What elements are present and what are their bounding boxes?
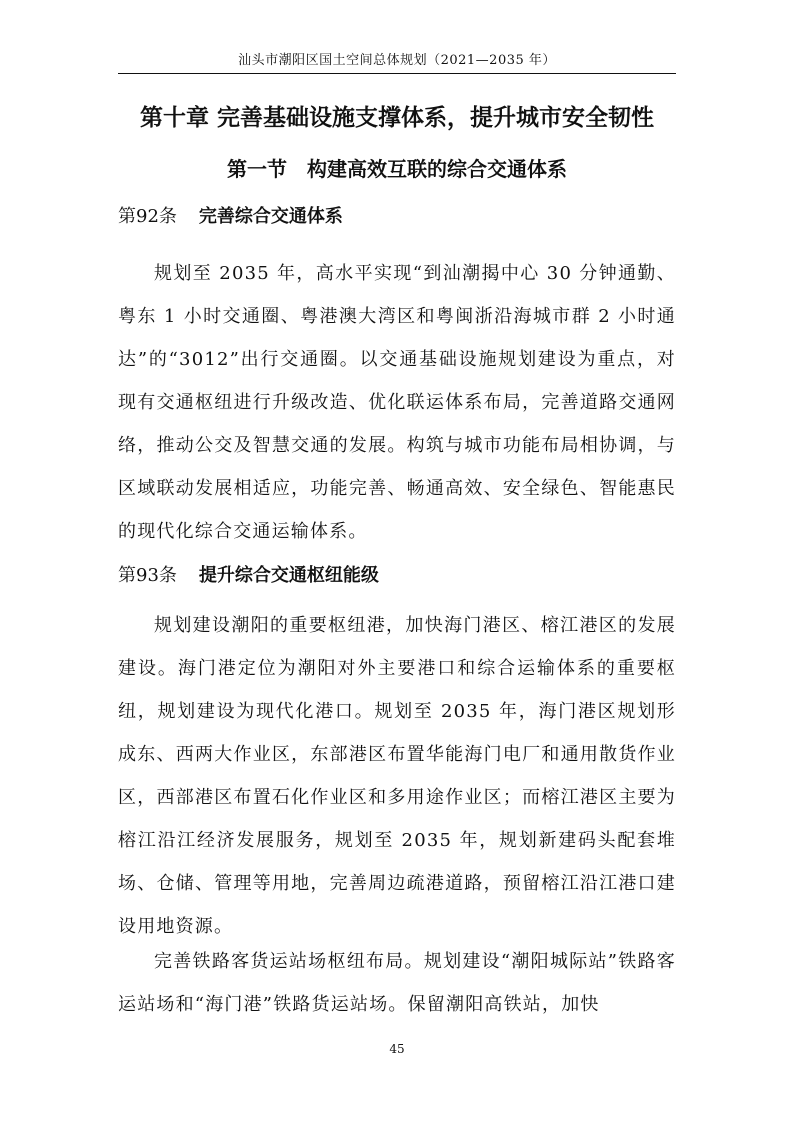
article-number: 第93条 xyxy=(118,565,177,586)
article-title: 完善综合交通体系 xyxy=(198,206,343,227)
section-title: 第一节 构建高效互联的综合交通体系 xyxy=(227,157,567,181)
article-heading-93 xyxy=(118,561,379,591)
article-heading-92 xyxy=(118,202,343,232)
article-number: 第92条 xyxy=(118,206,177,227)
article-title: 提升综合交通枢纽能级 xyxy=(198,565,379,586)
running-header: 汕头市潮阳区国土空间总体规划（2021—2035 年） xyxy=(238,53,556,68)
page-number: 45 xyxy=(389,1042,405,1056)
body-paragraph: 完善铁路客货运站场枢纽布局。规划建设“潮阳城际站”铁路客运站场和“海门港”铁路货运站场。保留潮阳高铁站，加快 xyxy=(118,951,676,1015)
body-paragraph: 规划建设潮阳的重要枢纽港，加快海门港区、榕江港区的发展建设。海门港定位为潮阳对外主要港口和综合运输体系的重要枢纽，规划建设为现代化港口。规划至 2035 年，海门港区规划形成东、西两大作业区，东部港区布置华能海门电厂和通用散货作业区，西部港区布置石化作业区和多用途作业区；而榕江港区主要为榕江沿江经济发展服务，规划至 2035 年，规划新建码头配套堆场、仓储、管理等用地，完善周边疏港道路，预留榕江沿江港口建设用地资源。 xyxy=(118,615,676,937)
header-divider xyxy=(118,73,676,74)
body-paragraph: 规划至 2035 年，高水平实现“到汕潮揭中心 30 分钟通勤、粤东 1 小时交通圈、粤港澳大湾区和粤闽浙沿海城市群 2 小时通达”的“3012”出行交通圈。以交通基础设施规划建设为重点，对现有交通枢纽进行升级改造、优化联运体系布局，完善道路交通网络，推动公交及智慧交通的发展。构筑与城市功能布局相协调，与区域联动发展相适应，功能完善、畅通高效、安全绿色、智能惠民的现代化综合交通运输体系。 xyxy=(118,263,676,542)
chapter-title: 第十章 完善基础设施支撑体系，提升城市安全韧性 xyxy=(139,105,654,131)
